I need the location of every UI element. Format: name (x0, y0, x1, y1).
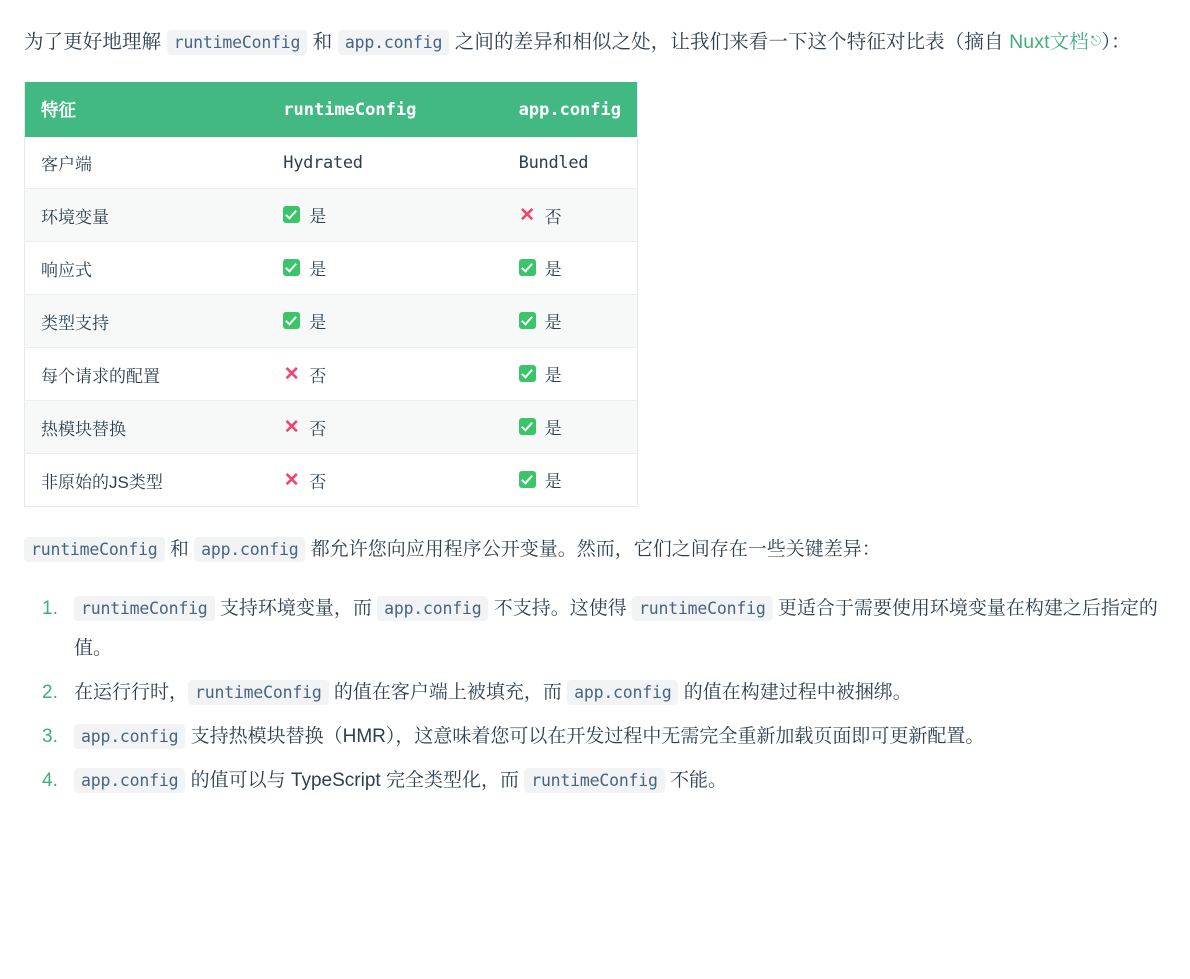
cell-runtimeconfig (267, 348, 502, 401)
intro-text-3: 之间的差异和相似之处，让我们来看一下这个特征对比表（摘自 (449, 31, 1010, 53)
inline-code: app.config (567, 680, 678, 705)
cross-icon: ✕ (519, 204, 536, 226)
check-icon (519, 259, 536, 276)
cross-icon: ✕ (283, 469, 300, 491)
inline-code: runtimeConfig (524, 768, 665, 793)
inline-code: runtimeConfig (74, 596, 215, 621)
text-segment: 不能。 (664, 770, 728, 791)
table-row (25, 189, 638, 242)
cell-label: 否 (309, 366, 327, 386)
cell-label: 是 (309, 260, 327, 279)
external-link-icon: ⎋ (1090, 33, 1102, 48)
table-row (25, 348, 638, 401)
cell-label: 是 (544, 419, 562, 438)
cell-label: 否 (544, 207, 562, 227)
header-appconfig: app.config (503, 82, 638, 137)
cell-appconfig (503, 242, 638, 295)
list-item (24, 589, 1166, 669)
inline-code: runtimeConfig (632, 596, 773, 621)
list-item (24, 673, 1166, 713)
intro-paragraph (24, 22, 1166, 64)
cell-appconfig (503, 189, 638, 242)
header-feature: 特征 (25, 82, 268, 137)
text-segment: 支持环境变量，而 (214, 598, 378, 619)
cell-appconfig (503, 401, 638, 454)
cell-label: 否 (309, 419, 327, 439)
cross-icon: ✕ (283, 416, 300, 438)
check-icon (519, 365, 536, 382)
check-icon (283, 259, 300, 276)
cell-appconfig (503, 295, 638, 348)
cell-runtimeconfig (267, 242, 502, 295)
cell-label: 否 (309, 472, 327, 492)
cell-feature: 每个请求的配置 (25, 348, 268, 401)
cell-label: 是 (309, 313, 327, 332)
cell-label: 是 (544, 366, 562, 385)
cell-runtimeconfig: Hydrated (267, 137, 502, 189)
cell-feature: 环境变量 (25, 189, 268, 242)
lead-text-mid: 和 (164, 539, 195, 560)
lead-text-tail: 都允许您向应用程序公开变量。然而，它们之间存在一些关键差异： (305, 539, 881, 560)
cell-feature: 响应式 (25, 242, 268, 295)
inline-code: app.config (74, 724, 185, 749)
check-icon (519, 471, 536, 488)
nuxt-docs-link-label: Nuxt文档 (1009, 31, 1089, 53)
header-runtimeconfig: runtimeConfig (267, 82, 502, 137)
cell-feature: 类型支持 (25, 295, 268, 348)
check-icon (519, 312, 536, 329)
intro-text-2: 和 (307, 31, 338, 53)
intro-text-4: ）： (1101, 31, 1131, 53)
lead-paragraph (24, 533, 1166, 567)
cell-label: 是 (544, 472, 562, 491)
cell-label: 是 (544, 313, 562, 332)
inline-code: app.config (377, 596, 488, 621)
inline-code-runtimeconfig: runtimeConfig (167, 30, 308, 55)
cell-feature: 非原始的JS类型 (41, 472, 163, 492)
check-icon (519, 418, 536, 435)
table-header-row (25, 82, 638, 137)
list-item (24, 717, 1166, 757)
cell-feature: 热模块替换 (25, 401, 268, 454)
comparison-table (24, 82, 638, 507)
table-row (25, 454, 638, 507)
differences-list (24, 589, 1166, 801)
nuxt-docs-link[interactable] (1009, 31, 1101, 53)
text-segment: 不支持。这使得 (488, 598, 633, 619)
table-row (25, 137, 638, 189)
text-segment: 支持热模块替换（HMR），这意味着您可以在开发过程中无需完全重新加载页面即可更新配置。 (185, 726, 985, 747)
table-row (25, 295, 638, 348)
cell-runtimeconfig (267, 401, 502, 454)
text-segment: 更适合于需要使用环境变量在构建之后指定的值。 (74, 598, 1158, 659)
cell-runtimeconfig (267, 454, 502, 507)
table-row (25, 242, 638, 295)
cell-feature: 客户端 (25, 137, 268, 189)
table-row (25, 401, 638, 454)
text-segment: 的值可以与 TypeScript 完全类型化，而 (185, 770, 525, 791)
cell-label: 是 (309, 207, 327, 226)
cell-runtimeconfig (267, 295, 502, 348)
comparison-table-wrapper (24, 82, 638, 507)
inline-code-appconfig: app.config (194, 537, 305, 562)
check-icon (283, 312, 300, 329)
cell-appconfig (503, 348, 638, 401)
inline-code: runtimeConfig (188, 680, 329, 705)
inline-code: app.config (74, 768, 185, 793)
intro-text-1: 为了更好地理解 (24, 31, 167, 53)
list-item (24, 761, 1166, 801)
cross-icon: ✕ (283, 363, 300, 385)
inline-code-runtimeconfig: runtimeConfig (24, 537, 165, 562)
text-segment: 的值在构建过程中被捆绑。 (678, 682, 912, 703)
cell-appconfig: Bundled (503, 137, 638, 189)
text-segment: 在运行行时， (74, 682, 189, 703)
inline-code-appconfig: app.config (338, 30, 449, 55)
cell-runtimeconfig (267, 189, 502, 242)
check-icon (283, 206, 300, 223)
table-head (25, 82, 638, 137)
cell-appconfig (503, 454, 638, 507)
table-body (25, 137, 638, 507)
cell-label: 是 (544, 260, 562, 279)
text-segment: 的值在客户端上被填充，而 (328, 682, 568, 703)
